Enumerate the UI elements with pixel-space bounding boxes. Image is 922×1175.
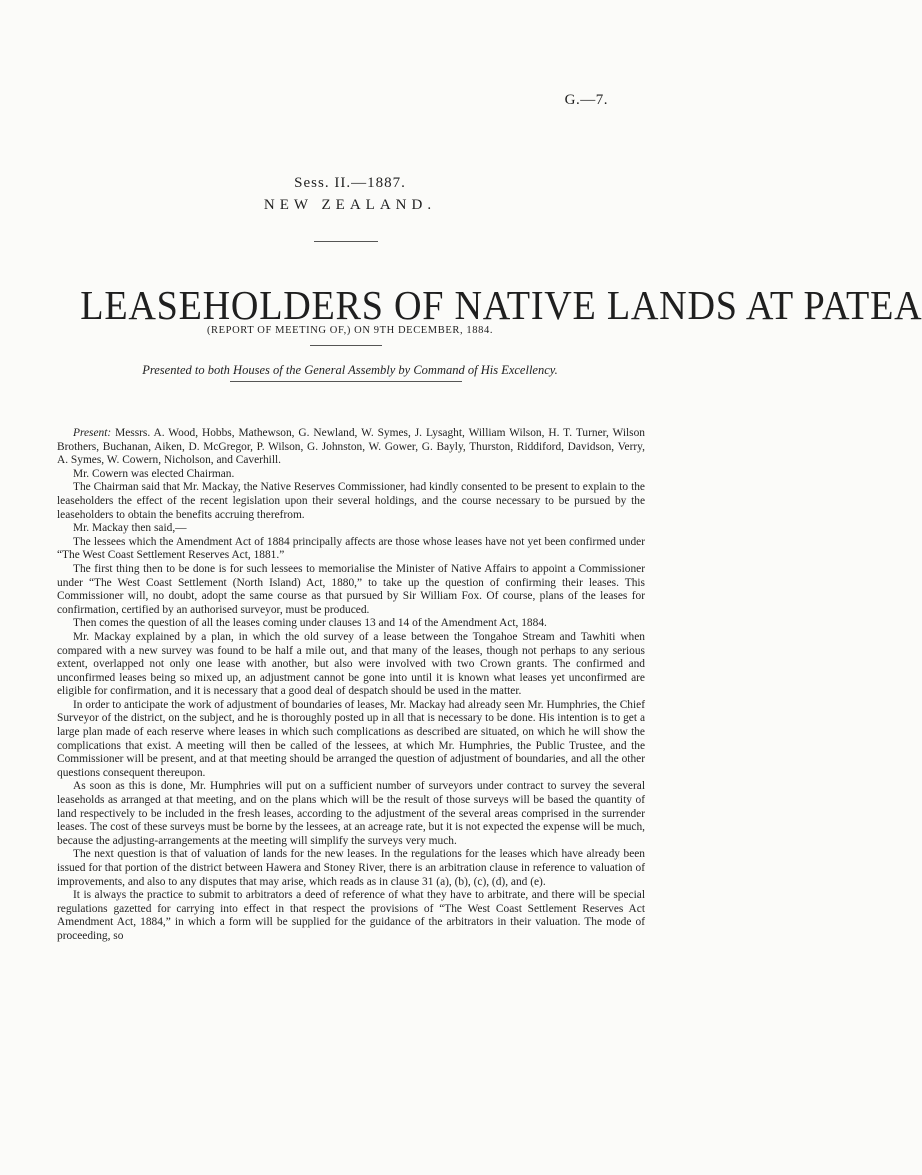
- report-body: [57, 427, 645, 944]
- page-reference: G.—7.: [564, 92, 608, 108]
- attendees-paragraph: [57, 427, 645, 468]
- country-line: NEW ZEALAND.: [263, 197, 437, 213]
- body-paragraph: It is always the practice to submit to arbitrators a deed of reference of what they have to arbitrate, and there will be special regulations gazetted for carrying into effect in that respect the provisions of “The West Coast Settlement Reserves Act Amendment Act, 1884,” in which a form will be supplied for the guidance of the arbitrators in their valuation. The mode of proceeding, so: [57, 889, 645, 942]
- body-paragraph: The Chairman said that Mr. Mackay, the Native Reserves Commissioner, had kindly consented to be present to explain to the leaseholders the effect of the recent legislation upon their several holdings, and the course necessary to be pursued by the leaseholders to obtain the benefits accruing therefrom.: [57, 481, 645, 521]
- divider-rule: [314, 241, 378, 242]
- body-paragraph: Mr. Mackay explained by a plan, in which the old survey of a lease between the Tongahoe Stream and Tawhiti when compared with a new survey was found to be half a mile out, and that many of the leases, though not perhaps to any serious extent, overlapped not only one lease with another, but also were involved with two Crown grants. The confirmed and unconfirmed leases being so mixed up, an adjustment cannot be gone into until it is known what leases yet unconfirmed are eligible for confirmation, and it is necessary that a good deal of despatch should be used in the matter.: [57, 630, 645, 698]
- body-paragraph: The first thing then to be done is for such lessees to memorialise the Minister of Native Affairs to appoint a Commissioner under “The West Coast Settlement (North Island) Act, 1880,” to take up the question of confirming their leases. This Commissioner will, no doubt, adopt the same course as that pursued by Sir William Fox. Of course, plans of the leases for confirmation, certified by an authorised surveyor, must be produced.: [57, 562, 645, 616]
- body-paragraph: The lessees which the Amendment Act of 1884 principally affects are those whose leases have not yet been confirmed under “The West Coast Settlement Reserves Act, 1881.”: [57, 535, 645, 562]
- body-paragraph: Mr. Mackay then said,—: [73, 522, 187, 535]
- document-subtitle: (REPORT OF MEETING OF,) ON 9TH DECEMBER, 1884.: [206, 325, 494, 336]
- body-paragraph: Mr. Cowern was elected Chairman.: [73, 467, 235, 480]
- body-paragraph: Then comes the question of all the leases coming under clauses 13 and 14 of the Amendment Act, 1884.: [73, 617, 547, 630]
- divider-rule: [230, 381, 462, 382]
- body-paragraph: As soon as this is done, Mr. Humphries will put on a sufficient number of surveyors under contract to survey the several leaseholds as arranged at that meeting, and on the plans which will be the result of those surveys will be based the quantity of land respectively to be included in the fresh leases, according to the adjustment of the several areas comprised in the surrender leases. The cost of these surveys must be borne by the lessees, at an acreage rate, but it is not expected the expense will be much, because the adjusting-arrangements at the meeting will simplify the surveys very much.: [57, 780, 645, 847]
- session-line: Sess. II.—1887.: [294, 175, 406, 191]
- present-label: Present:: [73, 427, 112, 439]
- attendee-names: Messrs. A. Wood, Hobbs, Mathewson, G. Newland, W. Symes, J. Lysaght, William Wilson, H. T. Turner, Wilson Brothers, Buchanan, Aiken, D. McGregor, P. Wilson, G. Johnston, W. Gower, G. Bayly, Thurston, Riddiford, Davidson, Verry, A. Symes, W. Cowern, Nicholson, and Caverhill.: [57, 427, 645, 467]
- body-paragraph: In order to anticipate the work of adjustment of boundaries of leases, Mr. Mackay had already seen Mr. Humphries, the Chief Surveyor of the district, on the subject, and he is thoroughly posted up in all that is necessary to be done. His intention is to get a large plan made of each reserve where leases in which such complications as described are situated, on which he will show the complications that exist. A meeting will then be called of the lessees, at which Mr. Humphries, the Public Trustee, and the Commissioner will be present, and at that meeting should be arranged the question of adjustment of boundaries, and all the other questions consequent thereupon.: [57, 698, 645, 779]
- divider-rule: [310, 345, 382, 346]
- body-paragraph: The next question is that of valuation of lands for the new leases. In the regulations for the leases which have already been issued for that portion of the district between Hawera and Stoney River, there is an arbitration clause in reference to valuation of improvements, and also to any disputes that may arise, which reads as in clause 31 (a), (b), (c), (d), and (e).: [57, 848, 645, 888]
- presented-line: Presented to both Houses of the General Assembly by Command of His Excellency.: [142, 363, 558, 377]
- document-title: LEASEHOLDERS OF NATIVE LANDS AT PATEA: [80, 282, 922, 328]
